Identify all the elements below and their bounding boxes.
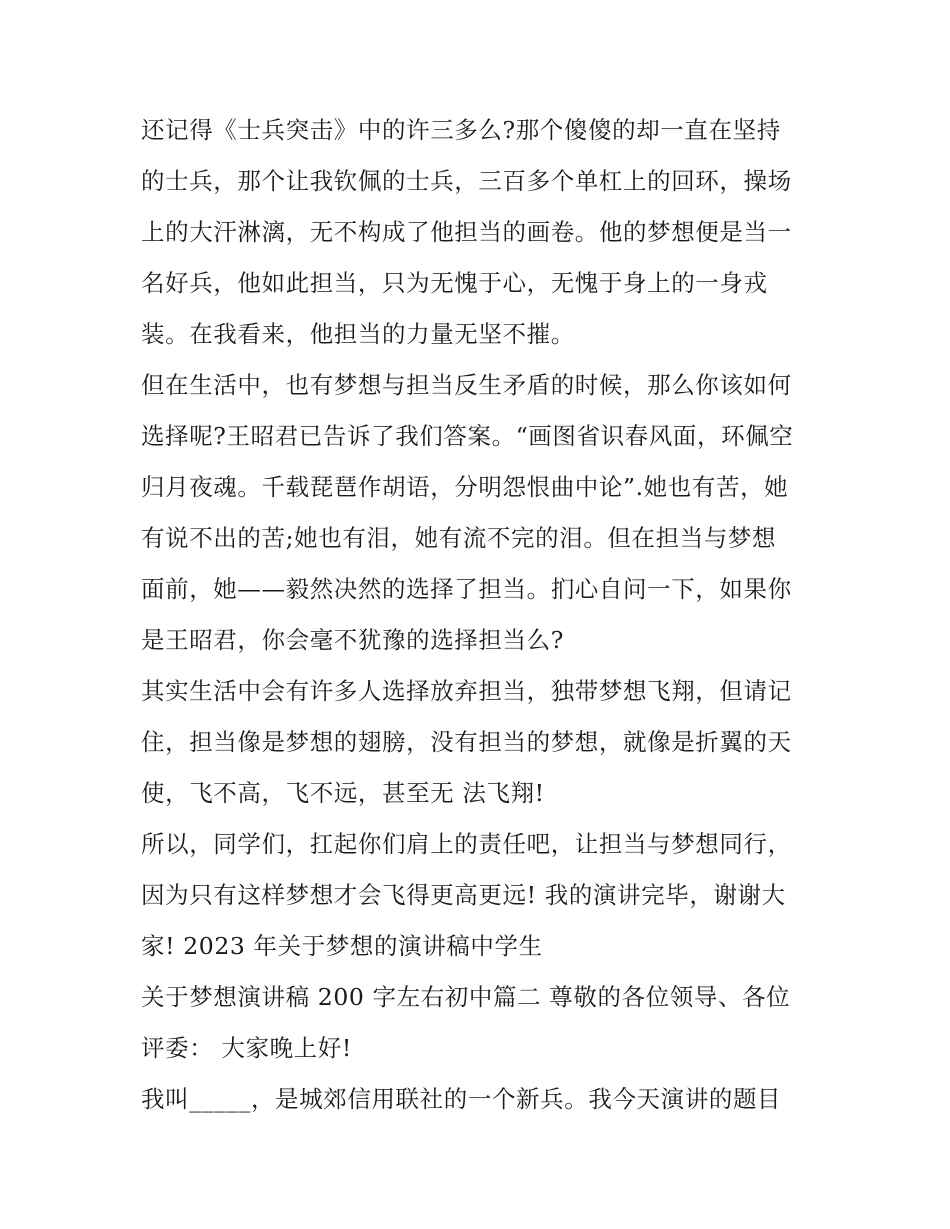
text-line: 家! 2023 年关于梦想的演讲稿中学生: [141, 932, 543, 960]
text-line: 但在生活中，也有梦想与担当反生矛盾的时候，那么你该如何: [141, 371, 792, 399]
text-line: 其实生活中会有许多人选择放弃担当，独带梦想飞翔，但请记: [141, 677, 792, 705]
text-line: 还记得《士兵突击》中的许三多么?那个傻傻的却一直在坚持: [141, 116, 781, 144]
text-line: 我叫_____，是城郊信用联社的一个新兵。我今天演讲的题目: [141, 1085, 782, 1113]
text-line: 的士兵，那个让我钦佩的士兵，三百多个单杠上的回环，操场: [141, 167, 792, 195]
text-line: 使，飞不高，飞不远，甚至无 法飞翔!: [141, 779, 545, 807]
text-line: 选择呢?王昭君已告诉了我们答案。“画图省识春风面，环佩空: [141, 422, 794, 450]
text-line: 住，担当像是梦想的翅膀，没有担当的梦想，就像是折翼的天: [141, 728, 792, 756]
text-line: 评委： 大家晚上好!: [141, 1034, 352, 1062]
text-line: 装。在我看来，他担当的力量无坚不摧。: [141, 320, 575, 348]
text-line: 归月夜魂。千载琵琶作胡语，分明怨恨曲中论”.她也有苦，她: [141, 473, 789, 501]
text-line: 是王昭君，你会毫不犹豫的选择担当么?: [141, 626, 564, 654]
text-line: 关于梦想演讲稿 200 字左右初中篇二 尊敬的各位领导、各位: [141, 983, 791, 1011]
text-line: 名好兵，他如此担当，只为无愧于心，无愧于身上的一身戎: [141, 269, 768, 297]
document-body: [141, 105, 821, 1125]
text-line: 所以，同学们，扛起你们肩上的责任吧，让担当与梦想同行，: [141, 830, 792, 858]
text-line: 因为只有这样梦想才会飞得更高更远! 我的演讲完毕，谢谢大: [141, 881, 786, 909]
text-line: 有说不出的苦;她也有泪，她有流不完的泪。但在担当与梦想: [141, 524, 777, 552]
text-line: 面前，她——毅然决然的选择了担当。扪心自问一下，如果你: [141, 575, 792, 603]
text-line: 上的大汗淋漓，无不构成了他担当的画卷。他的梦想便是当一: [141, 218, 792, 246]
